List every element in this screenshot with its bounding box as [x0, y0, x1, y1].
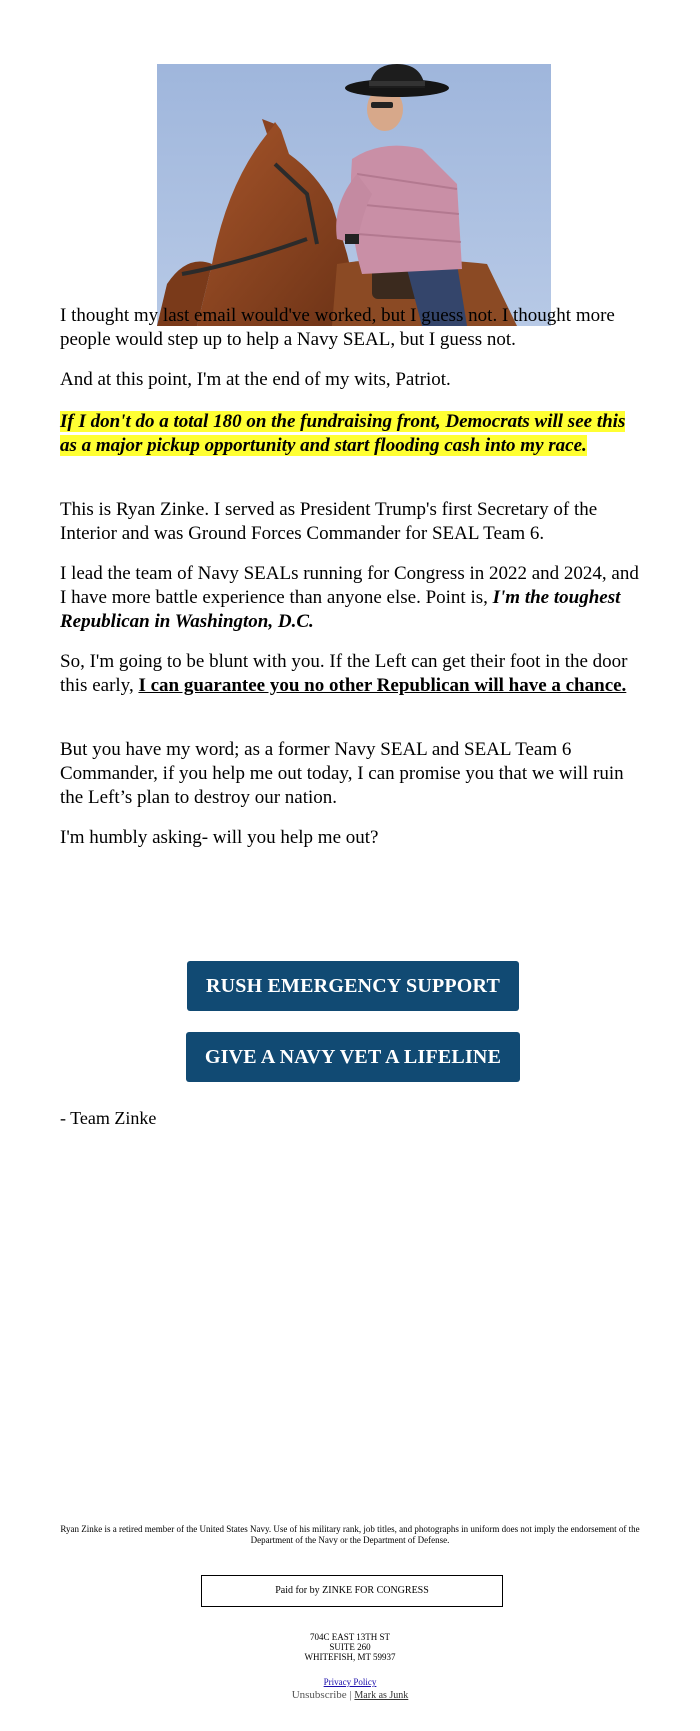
privacy-policy-link[interactable]: Privacy Policy: [323, 1677, 377, 1687]
paragraph-highlight: [60, 410, 640, 458]
navy-vet-lifeline-button[interactable]: GIVE A NAVY VET A LIFELINE: [186, 1032, 520, 1082]
guarantee-emphasis: I can guarantee you no other Republican will have a chance.: [138, 675, 627, 696]
signature: - Team Zinke: [60, 1108, 157, 1128]
military-disclaimer: Ryan Zinke is a retired member of the United States Navy. Use of his military rank, job titles, and photographs in uniform does not imply the endorsement of the Department of the Navy or the Department of Defense.: [60, 1524, 640, 1545]
paragraph-blunt: [60, 650, 640, 698]
mailing-address: [0, 1632, 700, 1662]
address-city: WHITEFISH, MT 59937: [304, 1652, 396, 1662]
link-separator: |: [349, 1689, 352, 1701]
paragraph-intro: I thought my last email would've worked, but I guess not. I thought more people would step up to help a Navy SEAL, but I guess not.: [60, 305, 615, 350]
blunt-text: So, I'm going to be blunt with you. If the Left can get their foot in the door this early,: [60, 651, 628, 696]
paragraph-promise: But you have my word; as a former Navy SEAL and SEAL Team 6 Commander, if you help me out today, I can promise you that we will ruin the Left’s plan to destroy our nation.: [60, 739, 624, 808]
unsubscribe-row: [0, 1688, 700, 1703]
highlighted-warning: If I don't do a total 180 on the fundraising front, Democrats will see this as a major pickup opportunity and start flooding cash into my race.: [60, 411, 626, 456]
mark-as-junk-link[interactable]: Mark as Junk: [354, 1690, 409, 1701]
paragraph-ask: I'm humbly asking- will you help me out?: [60, 827, 379, 848]
paragraph-experience: [60, 562, 640, 634]
paragraph-introduction: This is Ryan Zinke. I served as President Trump's first Secretary of the Interior and was Ground Forces Commander for SEAL Team 6.: [60, 499, 598, 544]
unsubscribe-link[interactable]: Unsubscribe: [291, 1689, 347, 1701]
address-street: 704C EAST 13TH ST: [309, 1632, 391, 1642]
paragraph-wits: And at this point, I'm at the end of my wits, Patriot.: [60, 369, 451, 390]
toughest-republican-emphasis: I'm the toughest Republican in Washington, D.C.: [60, 587, 621, 632]
experience-text: I lead the team of Navy SEALs running for Congress in 2022 and 2024, and I have more battle experience than anyone else. Point is,: [60, 563, 639, 608]
address-suite: SUITE 260: [329, 1642, 371, 1652]
paid-for-box: Paid for by ZINKE FOR CONGRESS: [201, 1575, 503, 1607]
privacy-links: [0, 1676, 700, 1688]
horseback-rider-image: [157, 64, 551, 326]
rush-emergency-support-button[interactable]: RUSH EMERGENCY SUPPORT: [187, 961, 519, 1011]
hero-photo: [157, 64, 551, 326]
